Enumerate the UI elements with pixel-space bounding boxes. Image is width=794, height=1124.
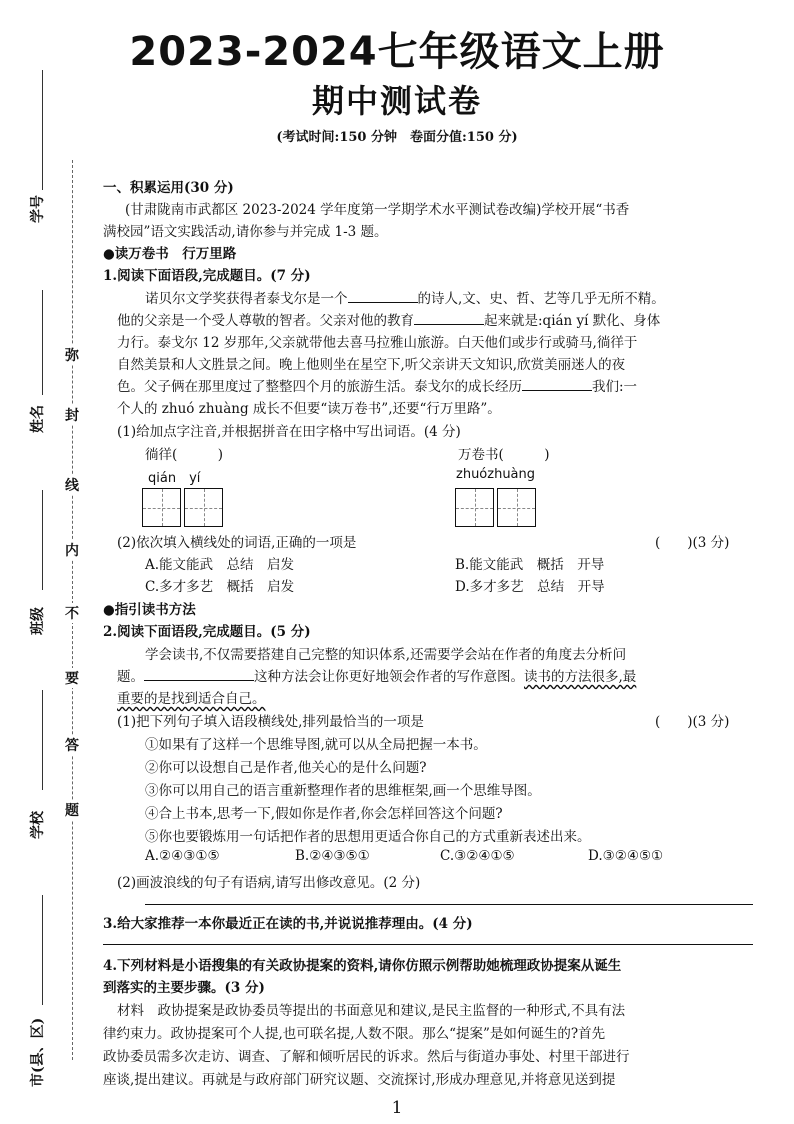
sentence-item: ②你可以设想自己是作者,他关心的是什么问题? [145, 760, 427, 776]
pinyin-label: zhuózhuàng [456, 467, 536, 482]
seal-char: 题 [60, 800, 84, 820]
material-line: 律约束力。政协提案可个人提,也可联名提,人数不限。那么“提案”是如何诞生的?首先 [103, 1026, 606, 1042]
passage-line: 个人的 zhuó zhuàng 成长不但要“读万卷书”,还要“行万里路”。 [117, 401, 501, 417]
subsection-heading: ●指引读书方法 [103, 602, 196, 618]
option-a[interactable]: A.能文能武 总结 启发 [145, 557, 295, 573]
passage-line: 色。父子俩在那里度过了整整四个月的旅游生活。泰戈尔的成长经历 我们:一 [117, 375, 769, 395]
option-b[interactable]: B.②④③⑤① [295, 848, 370, 864]
field-class: 班级 [30, 607, 46, 635]
sub-question: (1)给加点字注音,并根据拼音在田字格中写出词语。(4 分) [117, 424, 461, 440]
seal-char: 答 [60, 735, 84, 755]
tianzige-cell[interactable] [497, 488, 536, 527]
question-stem: 1.阅读下面语段,完成题目。(7 分) [103, 268, 311, 284]
sentence-item: ⑤你也要锻炼用一句话把作者的思想用更适合你自己的方式重新表述出来。 [145, 829, 591, 845]
question-stem: 3.给大家推荐一本你最近正在读的书,并说说推荐理由。(4 分) [103, 916, 473, 932]
option-b[interactable]: B.能文能武 概括 开导 [455, 557, 605, 573]
material-line: 材料 政协提案是政协委员等提出的书面意见和建议,是民主监督的一种形式,不具有法 [117, 1003, 626, 1019]
answer-blank[interactable] [144, 666, 254, 681]
score-label: ( )(3 分) [655, 535, 730, 551]
section-heading: 一、积累运用(30 分) [103, 180, 234, 196]
page-number: 1 [391, 1098, 403, 1118]
seal-char: 弥 [60, 345, 84, 365]
passage-line: 力行。泰戈尔 12 岁那年,父亲就带他去喜马拉雅山旅游。白天他们或步行或骑马,徜徉于 [117, 335, 638, 351]
field-line [42, 895, 43, 1005]
answer-blank[interactable] [522, 376, 592, 391]
exam-info: (考试时间:150 分钟 卷面分值:150 分) [276, 130, 518, 145]
intro-text: 满校园”语文实践活动,请你参与并完成 1-3 题。 [103, 224, 388, 240]
sentence-item: ④合上书本,思考一下,假如你是作者,你会怎样回答这个问题? [145, 806, 503, 822]
option-c[interactable]: C.多才多艺 概括 启发 [145, 579, 295, 595]
score-label: ( )(3 分) [655, 714, 730, 730]
sentence-item: ③你可以用自己的语言重新整理作者的思维框架,画一个思维导图。 [145, 783, 541, 799]
seal-char: 内 [60, 540, 84, 560]
answer-line[interactable] [145, 904, 753, 905]
word-prompt: 徜徉( ) [145, 447, 224, 463]
seal-char: 线 [60, 475, 84, 495]
material-line: 政协委员需多次走访、调查、了解和倾听居民的诉求。然后与街道办事处、村里干部进行 [103, 1049, 630, 1065]
material-line: 座谈,提出建议。再就是与政府部门研究议题、交流探讨,形成办理意见,并将意见送到提 [103, 1072, 616, 1088]
answer-blank[interactable] [414, 310, 484, 325]
question-stem: 4.下列材料是小语搜集的有关政协提案的资料,请你仿照示例帮助她梳理政协提案从诞生 [103, 958, 622, 974]
passage-line: 他的父亲是一个受人尊敬的智者。父亲对他的教育 起来就是:qián yí 默化、身体 [117, 309, 769, 329]
question-stem: 2.阅读下面语段,完成题目。(5 分) [103, 624, 311, 640]
seal-char: 要 [60, 668, 84, 688]
sentence-item: ①如果有了这样一个思维导图,就可以从全局把握一本书。 [145, 737, 487, 753]
exam-subtitle: 期中测试卷 [311, 82, 482, 120]
sub-question: (2)画波浪线的句子有语病,请写出修改意见。(2 分) [117, 875, 421, 891]
intro-text: (甘肃陇南市武都区 2023-2024 学年度第一学期学术水平测试卷改编)学校开展“书香 [125, 202, 630, 218]
tianzige-cell[interactable] [455, 488, 494, 527]
wavy-sentence: 重要的是找到适合自己。 [117, 691, 266, 707]
tianzige-grid [455, 488, 539, 527]
binding-strip [0, 0, 100, 1124]
answer-blank[interactable] [348, 288, 418, 303]
field-line [42, 290, 43, 395]
option-a[interactable]: A.②④③①⑤ [145, 848, 220, 864]
question-stem: 到落实的主要步骤。(3 分) [103, 980, 265, 996]
answer-line[interactable] [103, 944, 753, 945]
passage-line: 题。 这种方法会让你更好地领会作者的写作意图。读书的方法很多,最 [117, 665, 769, 685]
pinyin-label: qián yí [148, 471, 201, 486]
option-c[interactable]: C.③②④①⑤ [440, 848, 515, 864]
tianzige-cell[interactable] [184, 488, 223, 527]
field-line [42, 690, 43, 790]
field-name: 姓名 [30, 405, 46, 433]
passage-line: 学会读书,不仅需要搭建自己完整的知识体系,还需要学会站在作者的角度去分析问 [145, 647, 627, 663]
field-school: 学校 [30, 811, 46, 839]
tianzige-grid [142, 488, 226, 527]
tianzige-cell[interactable] [142, 488, 181, 527]
sub-question: (1)把下列句子填入语段横线处,排列最恰当的一项是 [117, 714, 424, 730]
field-line [42, 490, 43, 590]
option-d[interactable]: D.多才多艺 总结 开导 [455, 579, 605, 595]
field-student-id: 学号 [30, 195, 46, 223]
field-line [42, 70, 43, 190]
passage-line: 诺贝尔文学奖获得者泰戈尔是一个 的诗人,文、史、哲、艺等几乎无所不精。 [145, 287, 794, 307]
passage-line: 自然美景和人文胜景之间。晚上他则坐在星空下,听父亲讲天文知识,欣赏美丽迷人的夜 [117, 357, 626, 373]
seal-char: 不 [60, 603, 84, 623]
word-prompt: 万卷书( ) [458, 447, 550, 463]
sub-question: (2)依次填入横线处的词语,正确的一项是 [117, 535, 357, 551]
seal-char: 封 [60, 405, 84, 425]
exam-title: 2023-2024七年级语文上册 [129, 29, 665, 75]
option-d[interactable]: D.③②④⑤① [588, 848, 664, 864]
subsection-heading: ●读万卷书 行万里路 [103, 246, 237, 262]
field-city: 市(县、区) [30, 1017, 46, 1087]
